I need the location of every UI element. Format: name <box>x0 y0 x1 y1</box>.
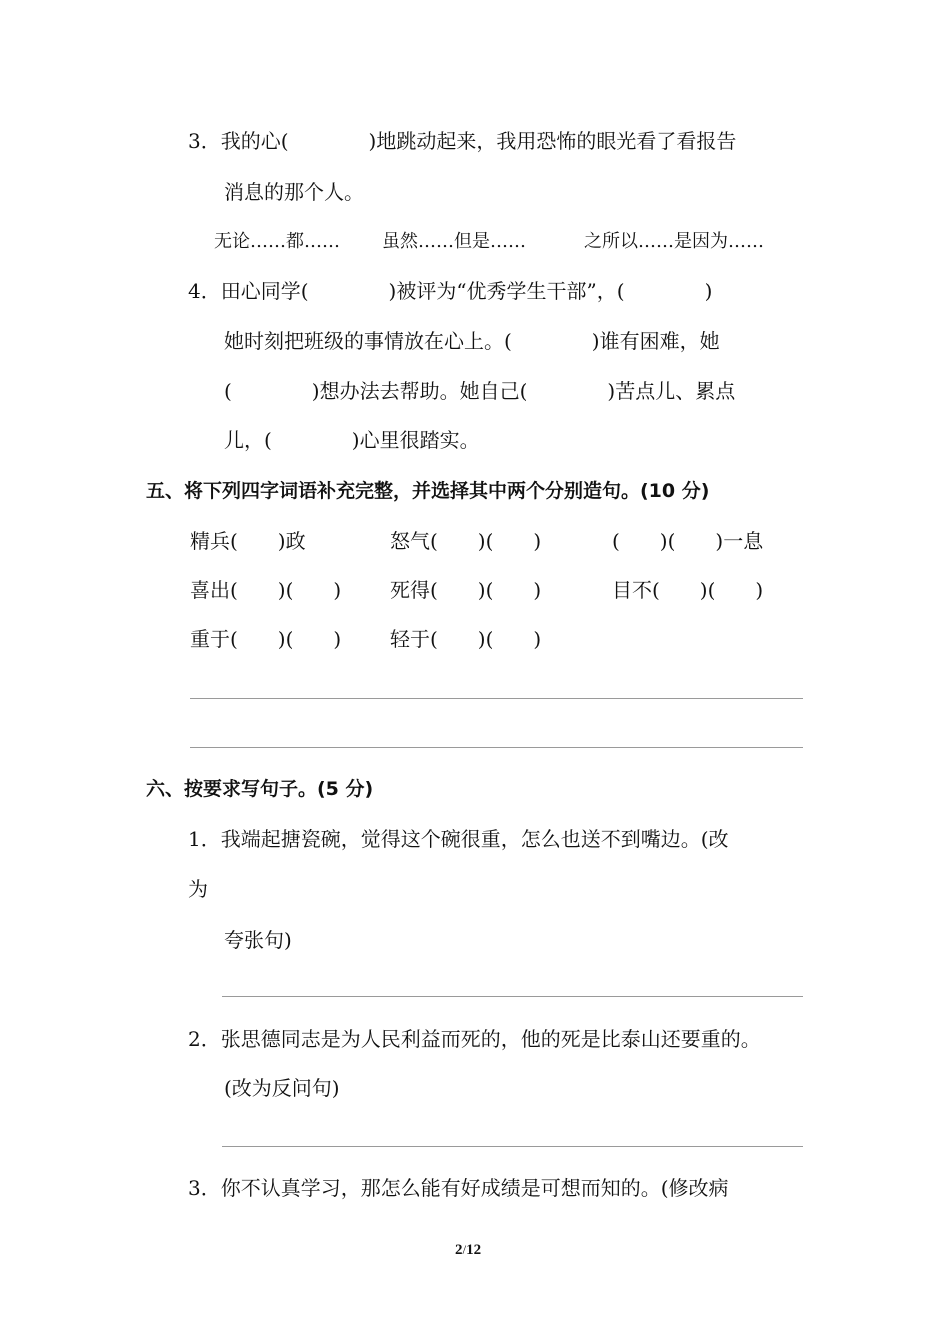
q6-2-line2: (改为反问句) <box>224 1076 340 1100</box>
section5-title: 五、将下列四字词语补充完整，并选择其中两个分别造句。(10 分) <box>146 480 710 502</box>
q6-1-answer-line[interactable] <box>222 996 803 997</box>
idiom-3-2: 轻于( )( ) <box>390 627 542 651</box>
idiom-1-2: 怒气( )( ) <box>390 529 542 553</box>
idiom-3-1: 重于( )( ) <box>190 627 342 651</box>
page-number <box>455 1242 481 1259</box>
q4-4-line3: ( )想办法去帮助。她自己( )苦点儿、累点 <box>224 379 736 403</box>
q4-option-3: 之所以……是因为…… <box>584 231 764 252</box>
page-separator: / <box>462 1242 467 1257</box>
sentence-answer-line-1[interactable] <box>190 698 803 699</box>
idiom-1-1: 精兵( )政 <box>190 529 306 553</box>
page-current: 2 <box>455 1242 463 1258</box>
q4-4-line2: 她时刻把班级的事情放在心上。( )谁有困难，她 <box>224 329 720 353</box>
sentence-answer-line-2[interactable] <box>190 747 803 748</box>
q4-option-2: 虽然……但是…… <box>382 231 526 252</box>
q4-option-1: 无论……都…… <box>214 231 340 252</box>
section6-title: 六、按要求写句子。(5 分) <box>146 778 374 800</box>
idiom-2-2: 死得( )( ) <box>390 578 542 602</box>
q4-3-line2: 消息的那个人。 <box>224 180 364 204</box>
q6-2-answer-line[interactable] <box>222 1146 803 1147</box>
q6-3-line1: 3．你不认真学习，那怎么能有好成绩是可想而知的。(修改病 <box>188 1176 729 1200</box>
page-total: 12 <box>466 1242 482 1258</box>
idiom-2-3: 目不( )( ) <box>612 578 764 602</box>
idiom-2-1: 喜出( )( ) <box>190 578 342 602</box>
q6-2-line1: 2．张思德同志是为人民利益而死的，他的死是比泰山还要重的。 <box>188 1027 761 1051</box>
q4-3-line1: 3．我的心( )地跳动起来，我用恐怖的眼光看了看报告 <box>188 129 737 153</box>
q6-1-line3: 夸张句) <box>224 928 292 952</box>
q6-1-line1: 1．我端起搪瓷碗，觉得这个碗很重，怎么也送不到嘴边。(改 <box>188 827 729 851</box>
q4-4-line1: 4．田心同学( )被评为“优秀学生干部”，( ) <box>188 279 713 303</box>
q6-1-line2: 为 <box>188 877 208 901</box>
idiom-1-3: ( )( )一息 <box>612 529 764 553</box>
q4-4-line4: 儿，( )心里很踏实。 <box>224 428 480 452</box>
